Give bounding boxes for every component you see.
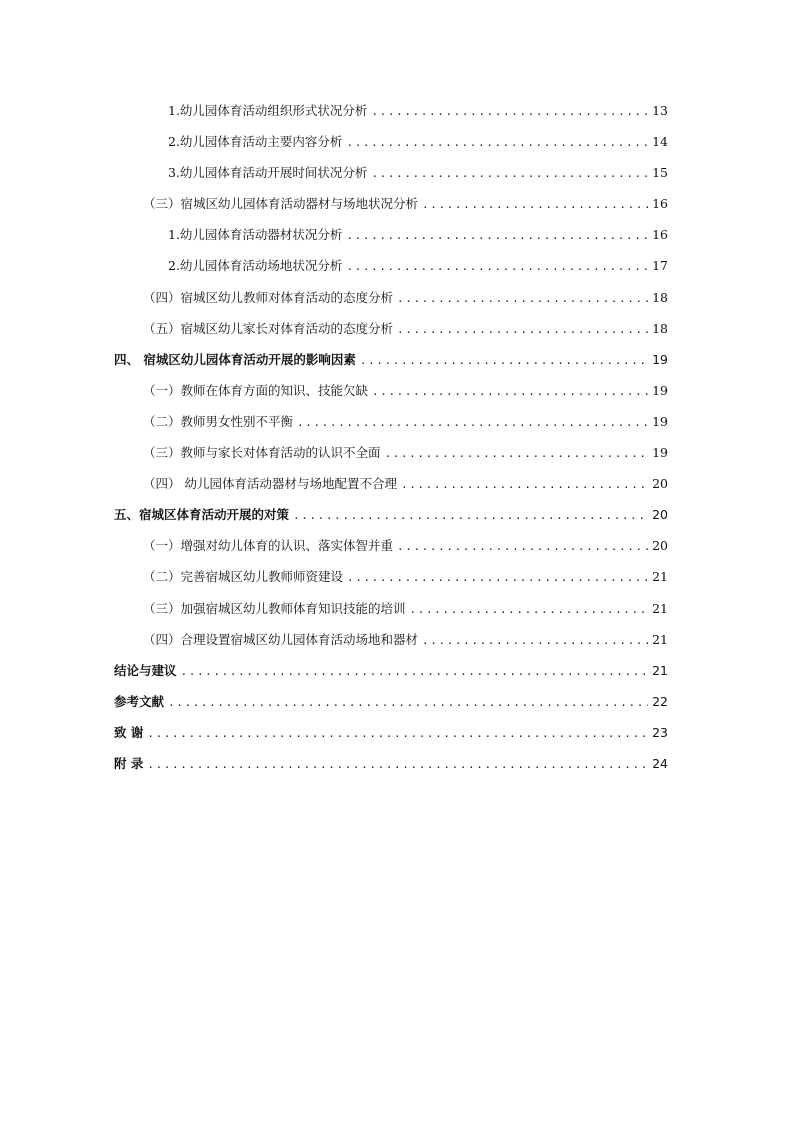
- toc-page-number: 20: [652, 476, 668, 492]
- toc-page-number: 14: [652, 134, 668, 150]
- toc-entry[interactable]: [114, 222, 668, 253]
- toc-entry[interactable]: [114, 409, 668, 440]
- toc-entry-title: （三）加强宿城区幼儿教师体育知识技能的培训: [143, 600, 406, 616]
- toc-page-number: 18: [652, 320, 668, 336]
- toc-entry-title: （一）增强对幼儿体育的认识、落实体智并重: [143, 538, 394, 554]
- dot-leader: [346, 223, 648, 249]
- dot-leader: [181, 659, 648, 685]
- toc-page-number: 16: [652, 196, 668, 212]
- toc-entry[interactable]: [114, 347, 668, 378]
- dot-leader: [397, 534, 648, 560]
- toc-entry[interactable]: [114, 440, 668, 471]
- dot-leader: [168, 690, 648, 716]
- dot-leader: [385, 441, 648, 467]
- toc-page-number: 13: [652, 103, 668, 118]
- toc-page-number: 16: [652, 227, 668, 243]
- toc-entry-title: 1.幼儿园体育活动器材状况分析: [168, 227, 343, 243]
- dot-leader: [372, 379, 648, 405]
- toc-entry-title: 2.幼儿园体育活动主要内容分析: [168, 134, 343, 150]
- dot-leader: [397, 286, 648, 312]
- toc-page-number: 17: [652, 258, 668, 274]
- toc-entry[interactable]: [114, 627, 668, 658]
- toc-entry[interactable]: [114, 471, 668, 502]
- toc-entry[interactable]: [114, 191, 668, 222]
- toc-page-number: 21: [652, 569, 668, 585]
- toc-entry[interactable]: [114, 689, 668, 720]
- toc-page-number: 24: [652, 755, 668, 771]
- toc-entry-title: （五）宿城区幼儿家长对体育活动的态度分析: [143, 320, 394, 336]
- dot-leader: [422, 628, 648, 654]
- toc-entry[interactable]: [114, 720, 668, 751]
- toc-entry[interactable]: [114, 253, 668, 284]
- toc-page-number: 22: [652, 693, 668, 709]
- toc-entry[interactable]: [114, 98, 668, 129]
- dot-leader: [410, 597, 648, 623]
- dot-leader: [371, 99, 648, 125]
- dot-leader: [397, 317, 648, 343]
- toc-entry-title: 结论与建议: [114, 662, 177, 678]
- toc-page-number: 18: [652, 289, 668, 305]
- toc-entry[interactable]: [114, 129, 668, 160]
- toc-page-number: 15: [652, 165, 668, 181]
- toc-entry-title: 2.幼儿园体育活动场地状况分析: [168, 258, 343, 274]
- toc-entry-title: 五、宿城区体育活动开展的对策: [114, 507, 290, 523]
- toc-entry-title: 3.幼儿园体育活动开展时间状况分析: [168, 165, 368, 181]
- toc-entry-title: 1.幼儿园体育活动组织形式状况分析: [168, 103, 368, 118]
- toc-entry[interactable]: [114, 378, 668, 409]
- dot-leader: [360, 348, 648, 374]
- dot-leader: [347, 565, 648, 591]
- toc-entry[interactable]: [114, 502, 668, 533]
- toc-page-number: 21: [652, 662, 668, 678]
- toc-entry-title: 参考文献: [114, 693, 165, 709]
- toc-entry-title: 附 录: [114, 755, 144, 771]
- toc-entry[interactable]: [114, 316, 668, 347]
- toc-entry[interactable]: [114, 160, 668, 191]
- toc-page-number: 19: [652, 445, 668, 461]
- toc-entry[interactable]: [114, 658, 668, 689]
- toc-entry-title: 致 谢: [114, 724, 144, 740]
- toc-page-number: 20: [652, 538, 668, 554]
- toc-entry-title: （四）宿城区幼儿教师对体育活动的态度分析: [143, 289, 394, 305]
- toc-entry-title: （二）完善宿城区幼儿教师师资建设: [143, 569, 344, 585]
- toc-page-number: 19: [652, 351, 668, 367]
- toc-page-number: 21: [652, 600, 668, 616]
- toc-page-number: 23: [652, 724, 668, 740]
- dot-leader: [293, 503, 648, 529]
- toc-entry-title: （二）教师男女性别不平衡: [143, 413, 294, 429]
- toc-page-number: 20: [652, 507, 668, 523]
- toc-entry-title: （三）宿城区幼儿园体育活动器材与场地状况分析: [143, 196, 419, 212]
- dot-leader: [346, 130, 648, 156]
- toc-entry[interactable]: [114, 751, 668, 782]
- table-of-contents: [114, 98, 668, 782]
- toc-entry[interactable]: [114, 564, 668, 595]
- toc-page-number: 19: [652, 382, 668, 398]
- dot-leader: [371, 161, 648, 187]
- toc-entry[interactable]: [114, 285, 668, 316]
- dot-leader: [147, 721, 648, 747]
- toc-entry[interactable]: [114, 596, 668, 627]
- toc-page-number: 19: [652, 413, 668, 429]
- toc-entry-title: （三）教师与家长对体育活动的认识不全面: [143, 445, 381, 461]
- dot-leader: [346, 254, 648, 280]
- toc-entry-title: （一）教师在体育方面的知识、技能欠缺: [143, 382, 369, 398]
- toc-entry-title: （四） 幼儿园体育活动器材与场地配置不合理: [143, 476, 397, 492]
- toc-page-number: 21: [652, 631, 668, 647]
- dot-leader: [401, 472, 648, 498]
- toc-entry-title: （四）合理设置宿城区幼儿园体育活动场地和器材: [143, 631, 419, 647]
- toc-entry-title: 四、 宿城区幼儿园体育活动开展的影响因素: [114, 351, 356, 367]
- dot-leader: [297, 410, 648, 436]
- dot-leader: [422, 192, 648, 218]
- dot-leader: [147, 752, 648, 778]
- toc-entry[interactable]: [114, 533, 668, 564]
